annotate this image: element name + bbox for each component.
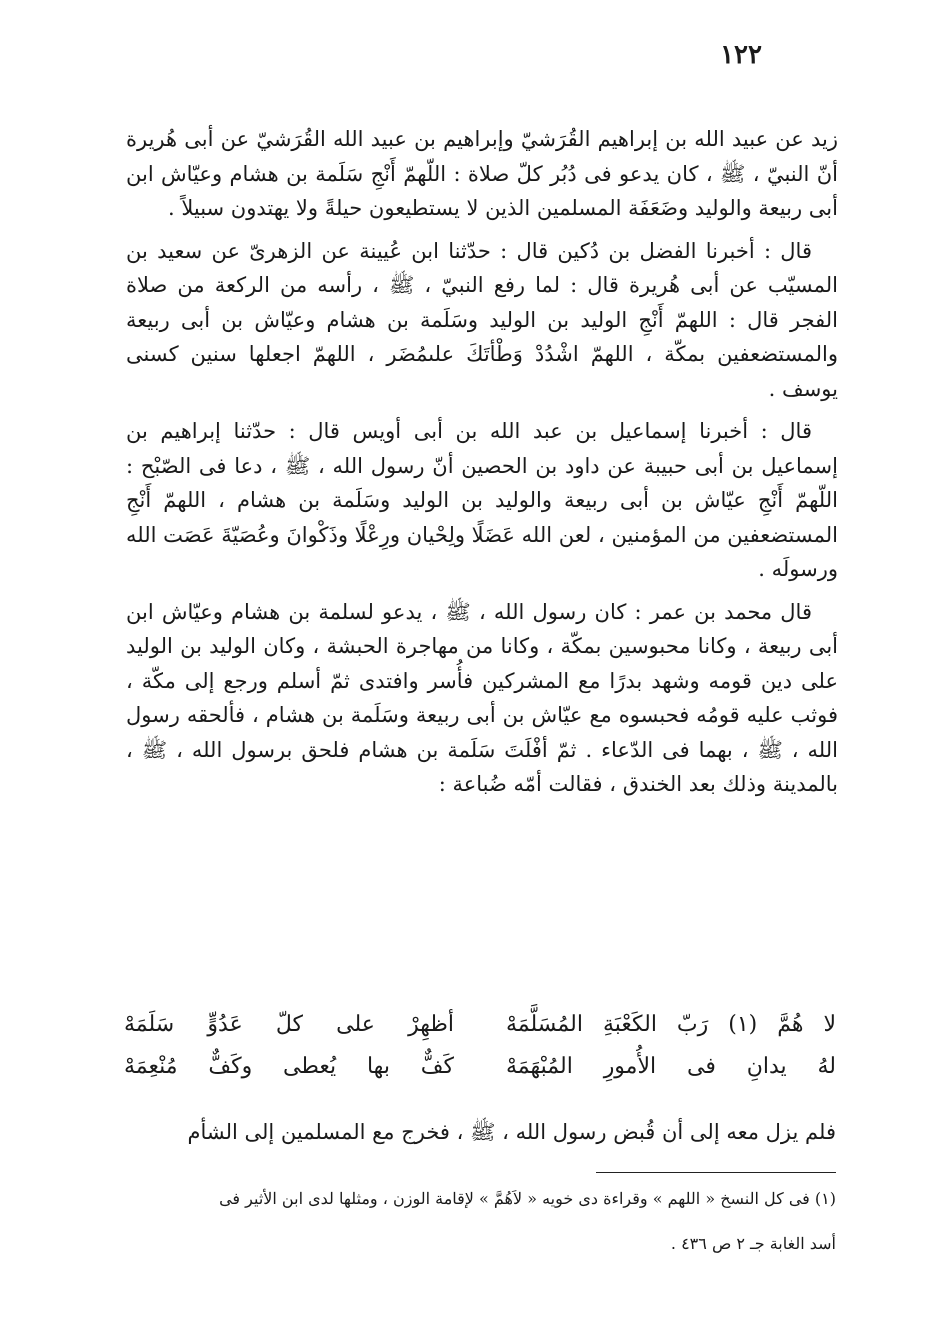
poem-hemistich: لا هُمَّ (١) رَبّ الكَعْبَةِ المُسَلَّمَهْ bbox=[506, 1012, 837, 1037]
paragraph: فلم يزل معه إلى أن قُبض رسول الله ، ﷺ ، فخرج مع المسلمين إلى الشأم bbox=[187, 1120, 836, 1144]
poem-hemistich: أظهِرْ على كلّ عَدُوٍّ سَلَمَهْ bbox=[124, 1012, 454, 1037]
poem-verse bbox=[124, 1004, 836, 1046]
footnote-line: أسد الغابة جـ ٢ ص ٤٣٦ . bbox=[670, 1234, 836, 1253]
footnotes bbox=[124, 1183, 836, 1273]
paragraph: قال : أخبرنا إسماعيل بن عبد الله بن أبى أويس قال : حدّثنا إبراهيم بن إسماعيل بن أبى حبيبة عن داود بن الحصين أنّ رسول الله ، ﷺ ، دعا فى الصّبْح : اللّهمّ أَنْجِ عيّاش بن أبى ربيعة والوليد بن الوليد وسَلَمة بن هشام ، اللهمّ أَنْجِ المستضعفين من المؤمنين ، لعن الله عَضَلًا ولِحْيان ورِعْلًا وذَكْوانَ وعُصَيّةَ عَصَت الله ورسولَه . bbox=[126, 419, 838, 581]
footnote-separator bbox=[596, 1172, 836, 1173]
paragraph: قال : أخبرنا الفضل بن دُكين قال : حدّثنا ابن عُيينة عن الزهرىّ عن سعيد بن المسيّب عن أبى هُريرة قال : لما رفع النبيّ ، ﷺ ، رأسه من الركعة من صلاة الفجر قال : اللهمّ أَنْجِ الوليد بن الوليد وسَلَمة بن هشام وعيّاش بن أبى ربيعة والمستضعفين بمكّة ، اللهمّ اشْدُدْ وَطْأتَكَ علىمُضَر ، اللهمّ اجعلها سنين كسنى يوسف . bbox=[126, 238, 838, 401]
page-number: ١٢٢ bbox=[720, 40, 762, 70]
main-text bbox=[126, 122, 838, 810]
poem-hemistich: كَفٌّ بها يُعطى وكَفٌّ مُنْعِمَهْ bbox=[124, 1054, 454, 1079]
footnote-line: (١) فى كل النسخ « اللهم » وقراءة دى خويه « لاَهُمَّ » لإقامة الوزن ، ومثلها لدى ابن الأثير فى bbox=[219, 1189, 836, 1208]
paragraph: قال محمد بن عمر : كان رسول الله ، ﷺ ، يدعو لسلمة بن هشام وعيّاش ابن أبى ربيعة ، وكانا محبوسين بمكّة ، وكانا من مهاجرة الحبشة ، وكان الوليد بن الوليد على دين قومه وشهد بدرًا مع المشركين فأُسر وافتدى ثمّ أسلم ورجع إلى مكّة ، فوثب عليه قومُه فحبسوه مع عيّاش بن أبى ربيعة وسَلَمة بن هشام ، فألحقه رسول الله ، ﷺ ، بهما فى الدّعاء . ثمّ أفْلَتَ سَلَمة بن هشام فلحق برسول الله ، ﷺ ، بالمدينة وذلك بعد الخندق ، فقالت أمّه ضُباعة : bbox=[126, 599, 838, 796]
poem bbox=[124, 1004, 836, 1088]
poem-hemistich: لهُ يدانِ فى الأُمورِ المُبْهَمَهْ bbox=[506, 1054, 836, 1079]
paragraph: زيد عن عبيد الله بن إبراهيم القُرَشيّ وإبراهيم بن عبيد الله القُرَشيّ عن أبى هُريرة أنّ النبيّ ، ﷺ ، كان يدعو فى دُبُر كلّ صلاة : اللّهمّ أَنْجِ سَلَمة بن هشام وعيّاش ابن أبى ربيعة والوليد وضَعَفَة المسلمين الذين لا يستطيعون حيلةً ولا يهتدون سبيلاً . bbox=[126, 127, 838, 220]
poem-verse bbox=[124, 1046, 836, 1088]
